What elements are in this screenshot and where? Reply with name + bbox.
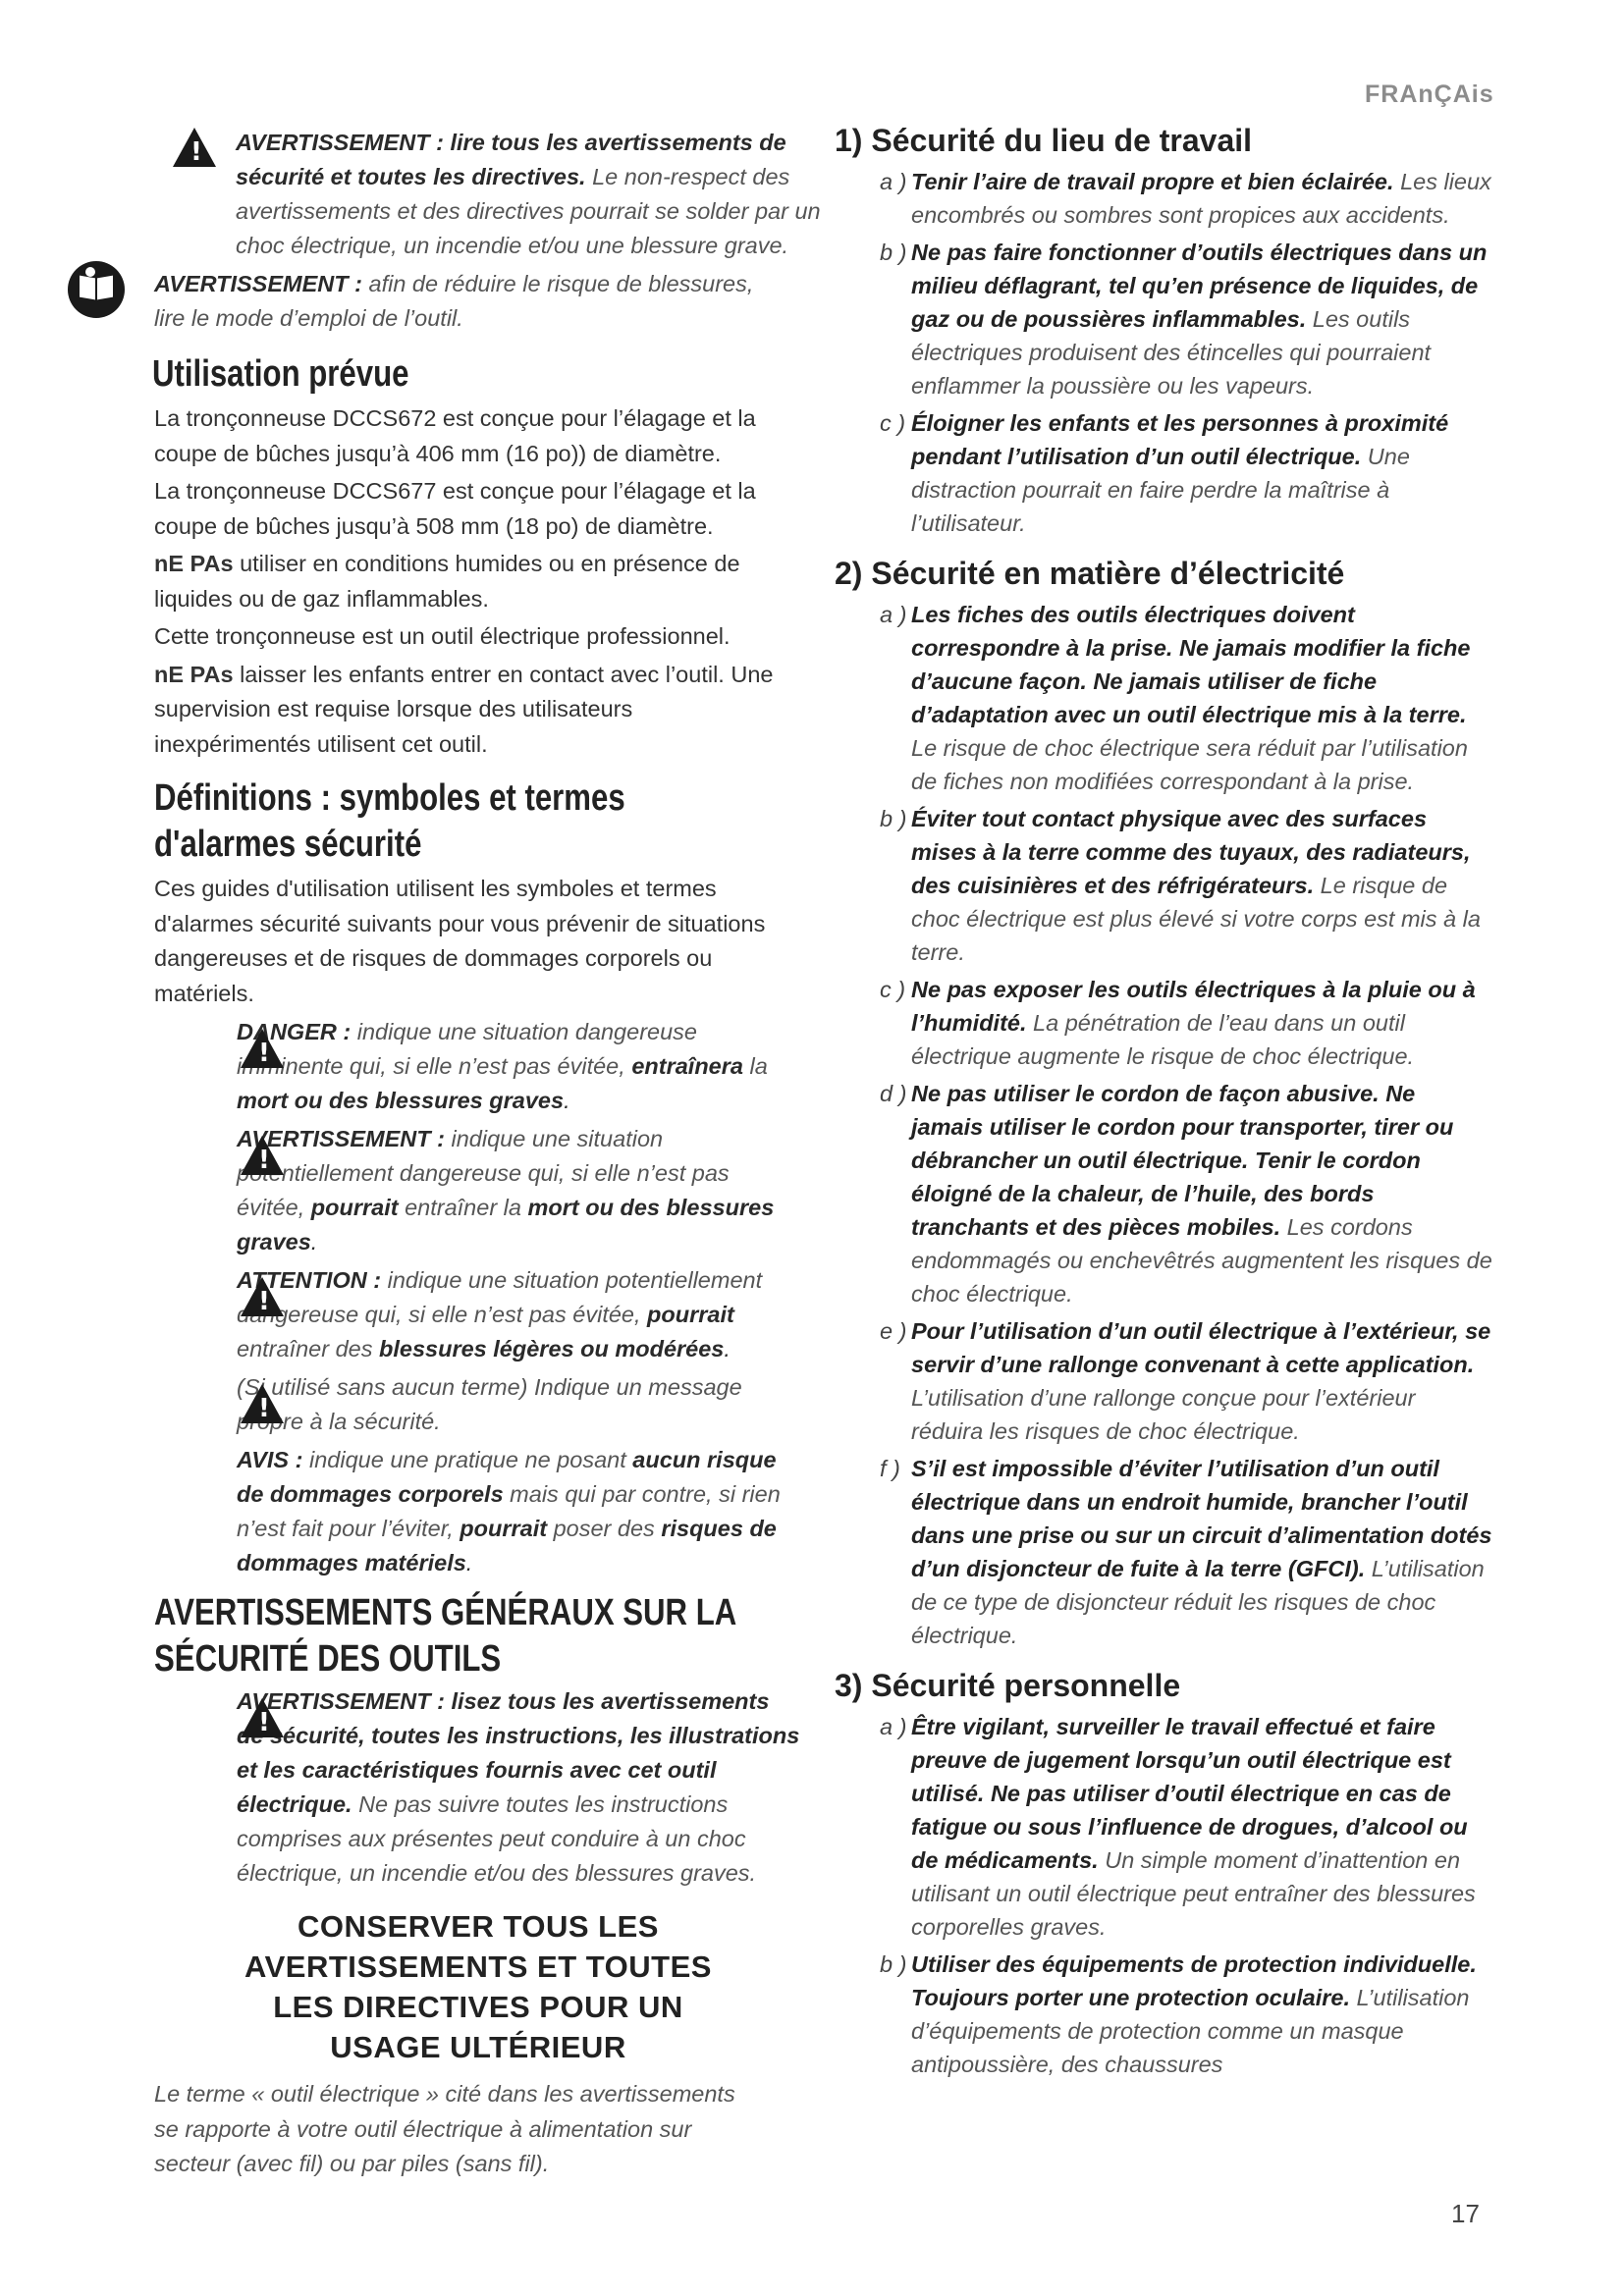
list-item: a ) Tenir l’aire de travail propre et bien éclairée. Les lieux encombrés ou sombres sont propices aux accidents. — [880, 169, 1491, 228]
list-item: d ) Ne pas utiliser le cordon de façon abusive. Ne jamais utiliser le cordon pour transporter, tirer ou débrancher un outil électrique. Tenir le cordon éloigné de la chaleur, de l’huile, des bords tranchants et des pièces mobiles. Les cordons endommagés ou enchevêtrés augmentent les risques de choc électrique. — [880, 1081, 1492, 1307]
intended-p5: nE PAs laisser les enfants entrer en contact avec l’outil. Une supervision est requise lorsque des utilisateurs inexpérimentés utilisent cet outil. — [154, 661, 774, 757]
warning-triangle-icon — [241, 1384, 284, 1423]
list-item: c ) Éloigner les enfants et les personnes à proximité pendant l’utilisation d’un outil électrique. Une distraction pourrait en faire perdre la maîtrise à l’utilisateur. — [880, 410, 1449, 536]
warning-rest: afin de réduire le risque de blessures, lire le mode d’emploi de l’outil. — [154, 271, 754, 331]
power-tool-term-note: Le terme « outil électrique » cité dans les avertissements se rapporte à votre outil électrique à alimentation sur secteur (avec fil) ou par piles (sans fil). — [154, 2081, 735, 2176]
list-item: b ) Éviter tout contact physique avec des surfaces mises à la terre comme des tuyaux, des radiateurs, des cuisinières et des réfrigérateurs. Le risque de choc électrique est plus élevé si votre corps est mis à la terre. — [880, 806, 1481, 965]
general-heading-line2: SÉCURITÉ DES OUTILS — [154, 1638, 502, 1680]
warning-triangle-icon — [241, 1029, 284, 1068]
section-personal-title: 3) Sécurité personnelle — [835, 1668, 1181, 1703]
list-item: b ) Ne pas faire fonctionner d’outils électriques dans un milieu déflagrant, tel qu’en présence de liquides, de gaz ou de poussières inflammables. Les outils électriques produisent des étincelles qui pourraient enflammer la poussière ou les vapeurs. — [880, 240, 1488, 399]
warning-triangle-icon — [173, 128, 216, 167]
intended-use-heading: Utilisation prévue — [152, 353, 409, 395]
intended-p3: nE PAs utiliser en conditions humides ou en présence de liquides ou de gaz inflammables. — [154, 551, 740, 612]
caution-definition: ! ATTENTION : indique une situation potentiellement dangereuse qui, si elle n’est pas évitée, pourrait entraîner des blessures légères ou modérées. — [237, 1263, 801, 1366]
definitions-heading-line1: Définitions : symboles et termes — [154, 777, 625, 819]
warning-definition: ! AVERTISSEMENT : indique une situation potentiellement dangereuse qui, si elle n’est pas évitée, pourrait entraîner la mort ou des blessures graves. — [237, 1122, 801, 1259]
left-column — [152, 126, 821, 2182]
page-number: 17 — [1451, 2199, 1480, 2228]
intended-p1: La tronçonneuse DCCS672 est conçue pour l’élagage et la coupe de bûches jusqu’à 406 mm (16 po)) de diamètre. — [154, 405, 756, 466]
definitions-heading-line2: d'alarmes sécurité — [154, 824, 422, 865]
list-item: a ) Les fiches des outils électriques doivent correspondre à la prise. Ne jamais modifier la fiche d’aucune façon. Ne jamais utiliser de fiche d’adaptation avec un outil électrique mis à la terre. Le risque de choc électrique sera réduit par l’utilisation de fiches non modifiées correspondant à la prise. — [880, 602, 1471, 794]
section-work-area-title: 1) Sécurité du lieu de travail — [835, 123, 1253, 158]
language-label: FRAnÇAis — [1365, 80, 1494, 108]
warning-lead: AVERTISSEMENT : lire tous les avertissements de sécurité et toutes les directives. — [236, 130, 786, 189]
list-item: b ) Utiliser des équipements de protection individuelle. Toujours porter une protection oculaire. L’utilisation d’équipements de protection comme un masque antipoussière, des chaussures — [880, 1951, 1477, 2077]
keep-instructions-notice: CONSERVER TOUS LES AVERTISSEMENTS ET TOUTES LES DIRECTIVES POUR UN USAGE ULTÉRIEUR — [244, 1909, 712, 2064]
general-warning: ! AVERTISSEMENT : lisez tous les avertissements de sécurité, toutes les instructions, les illustrations et les caractéristiques fournis avec cet outil électrique. Ne pas suivre toutes les instructions comprises aux présentes peut conduire à un choc électrique, un incendie et/ou des blessures graves. — [237, 1684, 801, 1891]
definitions-intro: Ces guides d'utilisation utilisent les symboles et termes d'alarmes sécurité suivants pour vous prévenir de situations dangereuses et de risques de dommages corporels ou matériels. — [154, 876, 766, 1006]
no-signal-definition: ! (Si utilisé sans aucun terme) Indique un message propre à la sécurité. — [237, 1370, 801, 1439]
intended-p4: Cette tronçonneuse est un outil électrique professionnel. — [154, 623, 731, 649]
list-item: c ) Ne pas exposer les outils électriques à la pluie ou à l’humidité. La pénétration de l’eau dans un outil électrique augmente le risque de choc électrique. — [880, 977, 1476, 1069]
warning-rest: Le non-respect des avertissements et des directives pourrait se solder par un choc électrique, un incendie et/ou une blessure grave. — [236, 164, 821, 258]
warning-manual — [154, 267, 763, 336]
warning-triangle-icon — [241, 1277, 284, 1316]
warning-read-all — [73, 126, 821, 263]
list-item: f ) S’il est impossible d’éviter l’utilisation d’un outil électrique dans un endroit humide, brancher l’outil dans une prise ou sur un circuit d’alimentation dotés d’un disjoncteur de fuite à la terre (GFCI). L’utilisation de ce type de disjoncteur réduit les risques de choc électrique. — [880, 1456, 1492, 1648]
warning-lead: AVERTISSEMENT : — [154, 271, 362, 296]
section-electrical-title: 2) Sécurité en matière d’électricité — [835, 556, 1345, 591]
warning-triangle-icon — [241, 1698, 284, 1737]
danger-definition: ! DANGER : indique une situation dangereuse imminente qui, si elle n’est pas évitée, entraînera la mort ou des blessures graves. — [237, 1015, 801, 1118]
general-heading-line1: AVERTISSEMENTS GÉNÉRAUX SUR LA — [154, 1592, 737, 1633]
notice-definition: AVIS : indique une pratique ne posant aucun risque de dommages corporels mais qui par contre, si rien n’est fait pour l’éviter, pourrait poser des risques de dommages matériels. — [237, 1447, 781, 1575]
list-item: e ) Pour l’utilisation d’un outil électrique à l’extérieur, se servir d’une rallonge convenant à cette application. L’utilisation d’une rallonge conçue pour l’extérieur réduira les risques de choc électrique. — [880, 1318, 1491, 1444]
right-column — [835, 123, 1492, 2081]
intended-p2: La tronçonneuse DCCS677 est conçue pour l’élagage et la coupe de bûches jusqu’à 508 mm (18 po) de diamètre. — [154, 478, 756, 539]
list-item: a ) Être vigilant, surveiller le travail effectué et faire preuve de jugement lorsqu’un outil électrique est utilisé. Ne pas utiliser d’outil électrique en cas de fatigue ou sous l’influence de drogues, d’alcool ou de médicaments. Un simple moment d’inattention en utilisant un outil électrique peut entraîner des blessures corporelles graves. — [880, 1714, 1476, 1940]
read-manual-icon — [68, 261, 125, 318]
warning-triangle-icon — [241, 1136, 284, 1175]
